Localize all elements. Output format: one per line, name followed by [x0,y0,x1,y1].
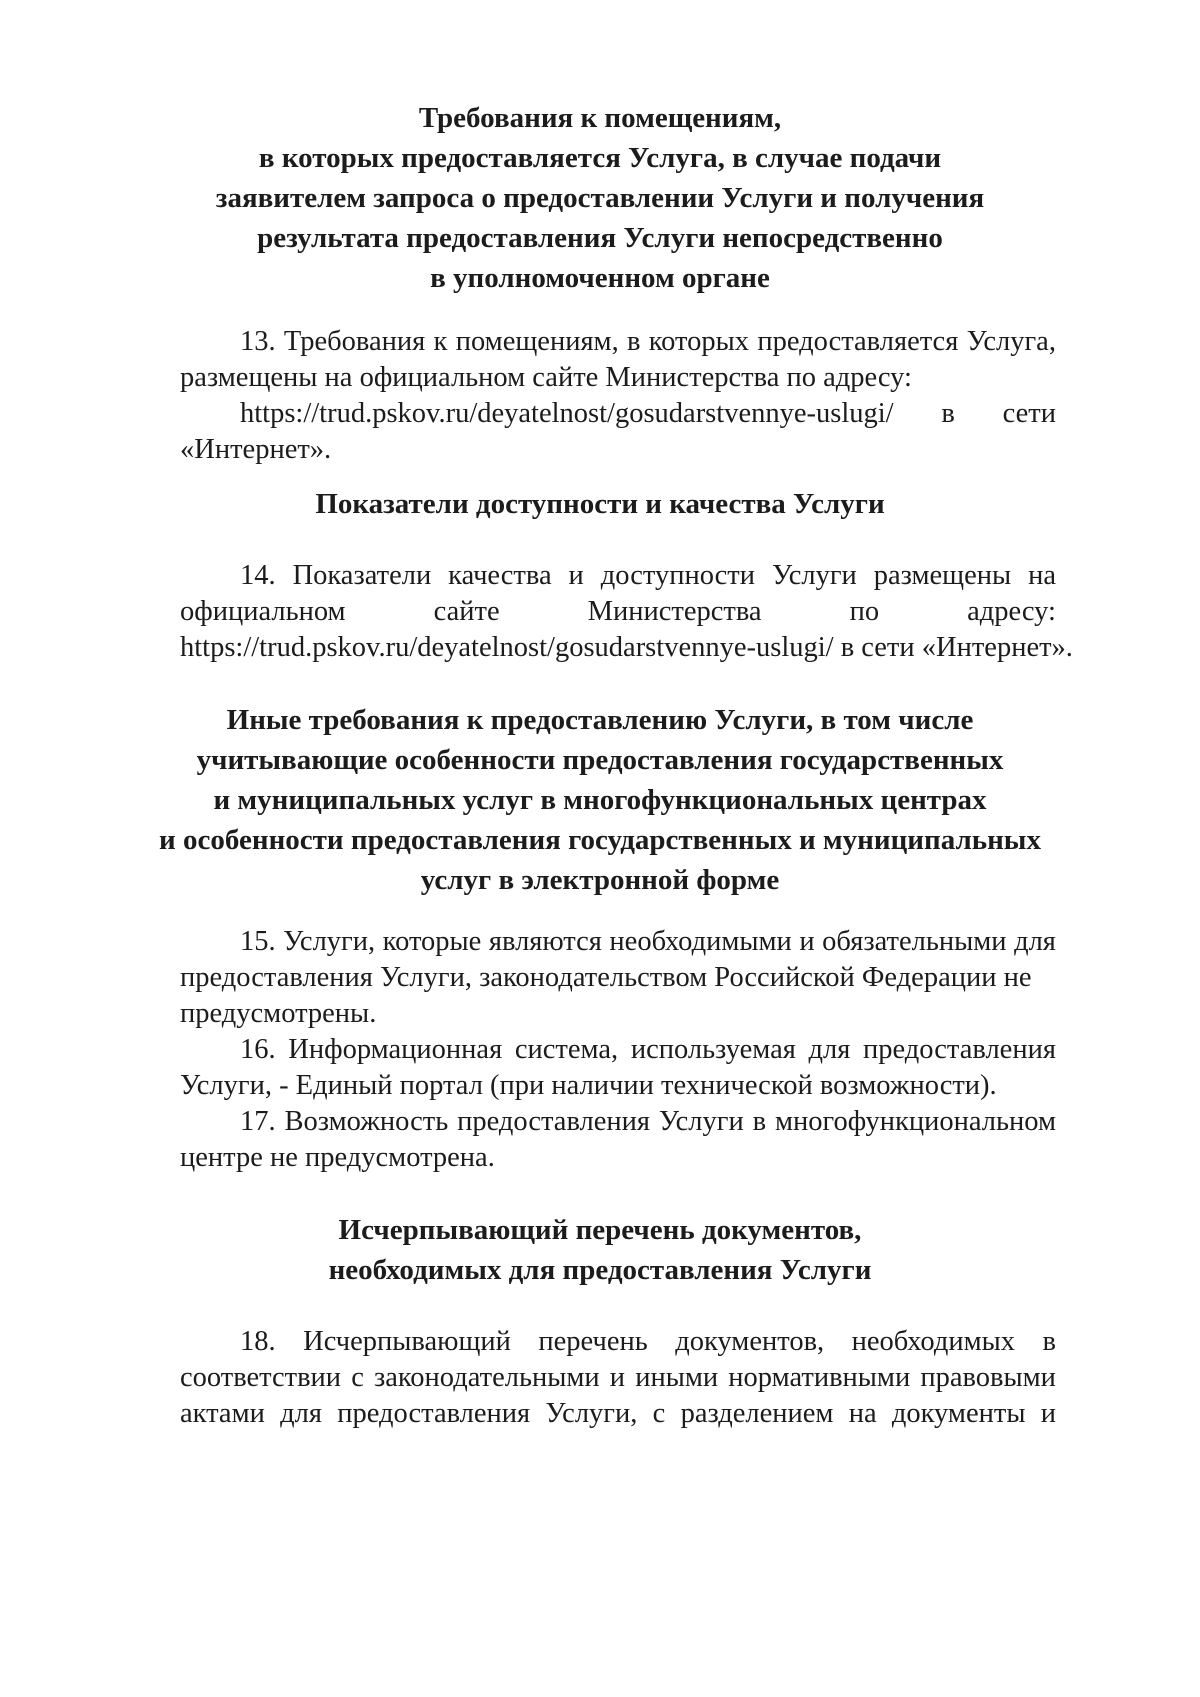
word: необходимыми [609,926,792,957]
paragraph-line: размещены на официальном сайте Министерства по адресу: [180,362,912,393]
word: Услуги [771,560,857,591]
heading-line: Показатели доступности и качества Услуги [315,488,885,520]
word: помещениям, [455,326,619,357]
word: многофункциональном [774,1106,1056,1137]
section-heading-other-requirements [150,700,1050,900]
heading-line: Исчерпывающий перечень документов, [338,1214,862,1246]
word: предоставления [457,1106,651,1137]
paragraph-line: предоставления Услуги, законодательством Российской Федерации не [180,962,1032,993]
word: необходимых [851,1326,1016,1357]
word: и [609,1362,626,1393]
word: актами [180,1398,265,1429]
paragraph-line: центре не предусмотрена. [180,1142,495,1173]
word: перечень [538,1326,648,1357]
heading-line: необходимых для предоставления Услуги [328,1254,872,1286]
word: 13. [240,326,276,357]
word: для [1014,926,1056,957]
paragraph-line: Услуги, - Единый портал (при наличии технической возможности). [180,1070,997,1101]
word: для [808,1034,851,1065]
paragraph-line [180,1396,1056,1432]
paragraph-line: https://trud.pskov.ru/deyatelnost/gosudarstvennye-uslugi/ в сети «Интернет». [180,632,1073,663]
word: в [627,326,641,357]
word: предоставления [337,1398,531,1429]
word: используемая [630,1034,796,1065]
word: в [1042,1326,1056,1357]
paragraph-line [180,1104,1056,1140]
word: к [433,326,448,357]
word: размещены [873,560,1012,591]
paragraph-13 [180,324,1056,468]
word: Исчерпывающий [303,1326,511,1357]
word: адресу: [967,596,1056,627]
heading-line: услуг в электронной форме [420,864,780,896]
paragraph-line: предусмотрены. [180,998,377,1029]
word: и [1040,1398,1056,1429]
paragraph-line [180,1324,1056,1360]
word: правовыми [920,1362,1056,1393]
word: являются [488,926,602,957]
url-text: https://trud.pskov.ru/deyatelnost/gosudarstvennye-uslugi/ [240,398,894,429]
word: официальном [180,596,346,627]
paragraph-15 [180,924,1056,1032]
paragraph-line: «Интернет». [180,434,332,465]
word: 15. [240,926,276,957]
word: Услуги, [545,1398,638,1429]
word: и [799,926,815,957]
word: Министерства [587,596,762,627]
word: сети [1002,398,1056,429]
word: нормативными [728,1362,911,1393]
paragraph-14 [180,558,1073,666]
word: которых [648,326,750,357]
word: обязательными [822,926,1007,957]
paragraph-line [180,396,1056,432]
paragraph-17 [180,1104,1056,1176]
heading-line: результата предоставления Услуги непосредственно [257,222,943,254]
word: и [568,560,584,591]
heading-line: заявителем запроса о предоставлении Услуги и получения [215,182,985,214]
section-heading-indicators [150,484,1050,524]
word: документы [891,1398,1026,1429]
word: которые [382,926,482,957]
word: Услуги [658,1106,744,1137]
word: иными [635,1362,719,1393]
word: документов, [675,1326,825,1357]
word: система, [514,1034,619,1065]
paragraph-line [180,924,1056,960]
paragraph-line [180,1360,1056,1396]
heading-line: и муниципальных услуг в многофункциональных центрах [213,784,987,816]
word: разделением [680,1398,834,1429]
word: Услуги, [283,926,376,957]
word: по [849,596,880,627]
paragraph-16 [180,1032,1056,1104]
paragraph-line [180,558,1056,594]
word: с [351,1362,364,1393]
word: соответствии [180,1362,342,1393]
section-heading-documents [150,1210,1050,1290]
heading-line: Иные требования к предоставлению Услуги, в том числе [226,704,974,736]
word: доступности [600,560,756,591]
word: Услуга, [966,326,1056,357]
word: Показатели [292,560,432,591]
word: Информационная [288,1034,503,1065]
word: законодательными [373,1362,600,1393]
paragraph-line [180,324,1056,360]
paragraph-18 [180,1324,1056,1432]
heading-line: и особенности предоставления государственных и муниципальных [159,824,1041,856]
paragraph-line [180,594,1056,630]
heading-line: в уполномоченном органе [430,262,770,294]
word: 17. [240,1106,276,1137]
word: 16. [240,1034,276,1065]
word: предоставляется [757,326,959,357]
paragraph-line [180,1032,1056,1068]
word: в [941,398,955,429]
word: сайте [433,596,500,627]
section-heading-premises [150,98,1050,298]
word: на [1028,560,1056,591]
word: Требования [283,326,426,357]
word: на [848,1398,877,1429]
heading-line: Требования к помещениям, [418,102,782,134]
word: качества [448,560,552,591]
word: с [652,1398,666,1429]
word: для [280,1398,322,1429]
heading-line: учитывающие особенности предоставления государственных [196,744,1004,776]
word: 14. [240,560,276,591]
word: предоставления [863,1034,1056,1065]
word: Возможность [284,1106,449,1137]
word: 18. [240,1326,276,1357]
word: в [752,1106,767,1137]
heading-line: в которых предоставляется Услуга, в случае подачи [258,142,942,174]
